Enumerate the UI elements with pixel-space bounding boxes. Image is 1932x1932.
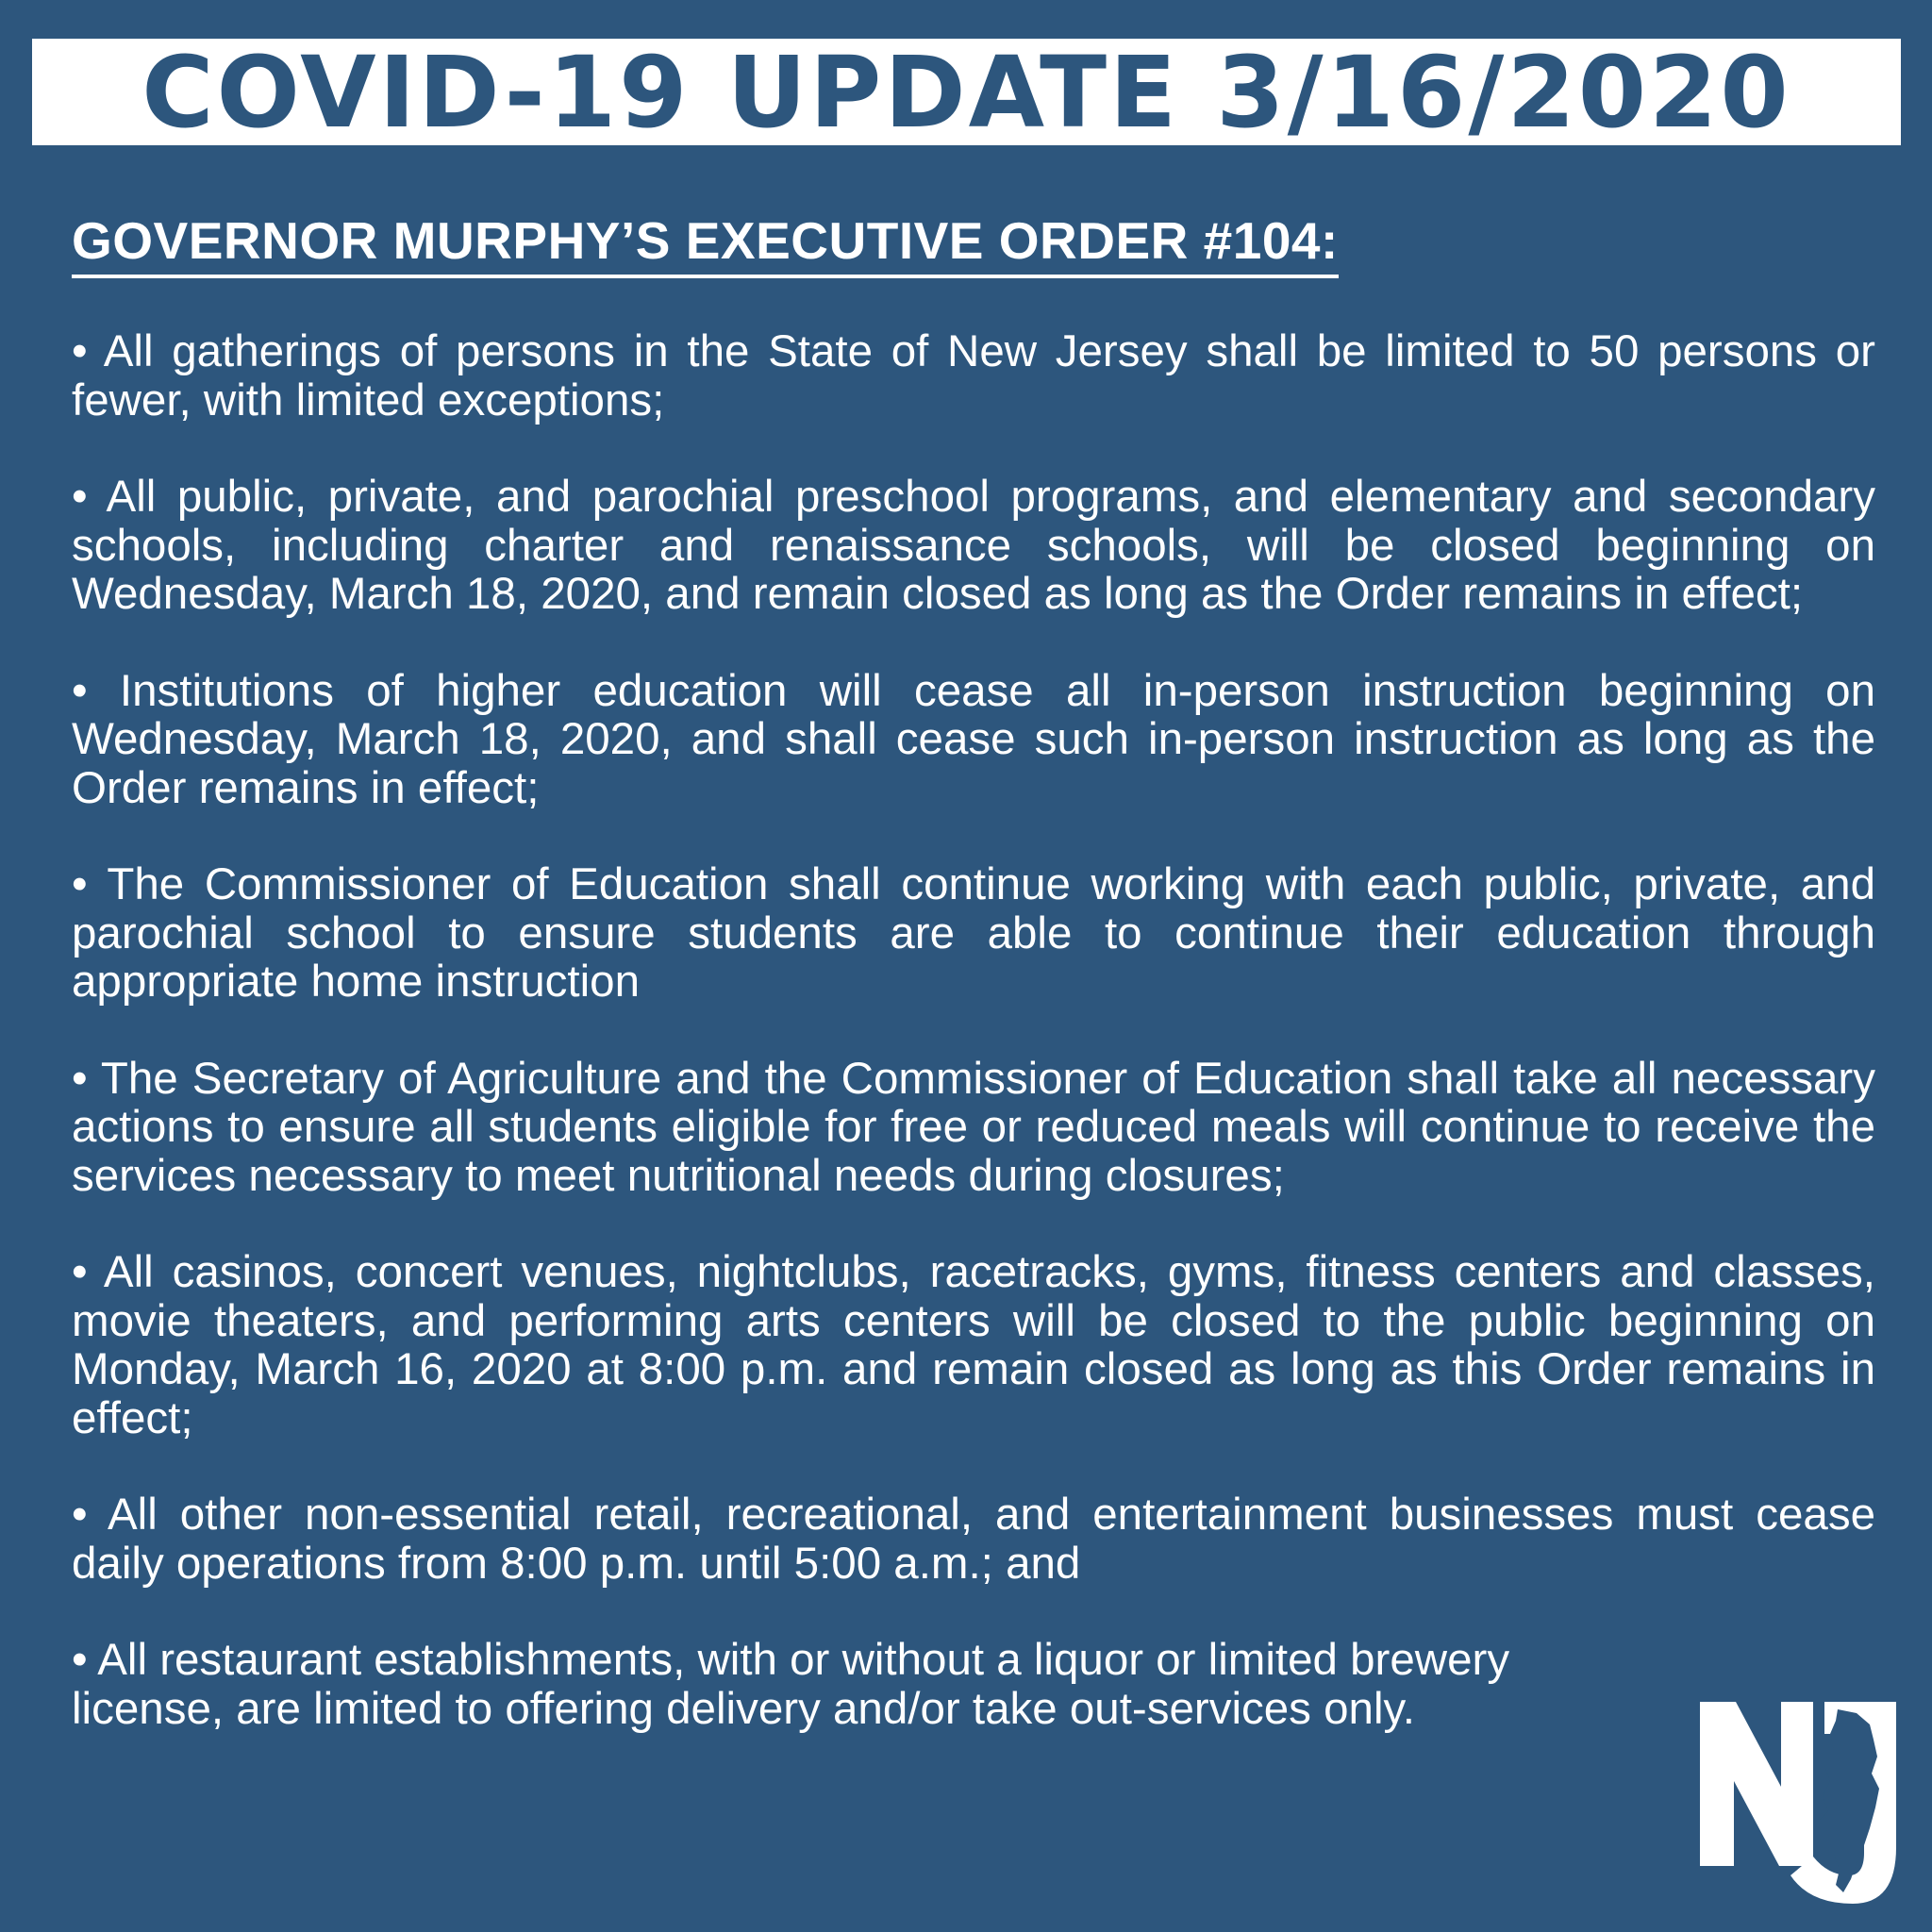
order-bullet-list — [72, 327, 1875, 1733]
bullet-higher-education: • Institutions of higher education will cease all in-person instruction beginning on Wednesday, March 18, 2020, and shall cease such in-person instruction as long as the Order remains in effect; — [72, 665, 1875, 813]
bullet-gatherings: • All gatherings of persons in the State of New Jersey shall be limited to 50 persons or fewer, with limited exceptions; — [72, 326, 1875, 425]
page-title: COVID-19 UPDATE 3/16/2020 — [142, 34, 1791, 150]
bullet-schools-closed: • All public, private, and parochial preschool programs, and elementary and secondary schools, including charter and renaissance schools, will be closed beginning on Wednesday, March 18, 2020, and remain closed as long as the Order remains in effect; — [72, 472, 1875, 620]
nj-state-logo-icon — [1696, 1690, 1904, 1907]
bullet-school-meals: • The Secretary of Agriculture and the Commissioner of Education shall take all necessary actions to ensure all students eligible for free or reduced meals will continue to receive the services necessary to meet nutritional needs during closures; — [72, 1053, 1875, 1201]
order-heading: GOVERNOR MURPHY’S EXECUTIVE ORDER #104: — [72, 213, 1339, 278]
bullet-home-instruction: • The Commissioner of Education shall continue working with each public, private, and parochial school to ensure students are able to continue their education through appropriate home instruction — [72, 859, 1875, 1008]
bullet-restaurants: • All restaurant establishments, with or without a liquor or limited brewery license, are limited to offering delivery and/or take out-services only. — [72, 1635, 1510, 1734]
bullet-venues-closed: • All casinos, concert venues, nightclubs, racetracks, gyms, fitness centers and classes, movie theaters, and performing arts centers will be closed to the public beginning on Monday, March 16, 2020 at 8:00 p.m. and remain closed as long as this Order remains in effect; — [72, 1247, 1875, 1443]
title-banner — [32, 34, 1901, 150]
bullet-retail-hours: • All other non-essential retail, recreational, and entertainment businesses must cease daily operations from 8:00 p.m. until 5:00 a.m.; and — [72, 1490, 1875, 1589]
order-content — [72, 213, 1875, 1733]
